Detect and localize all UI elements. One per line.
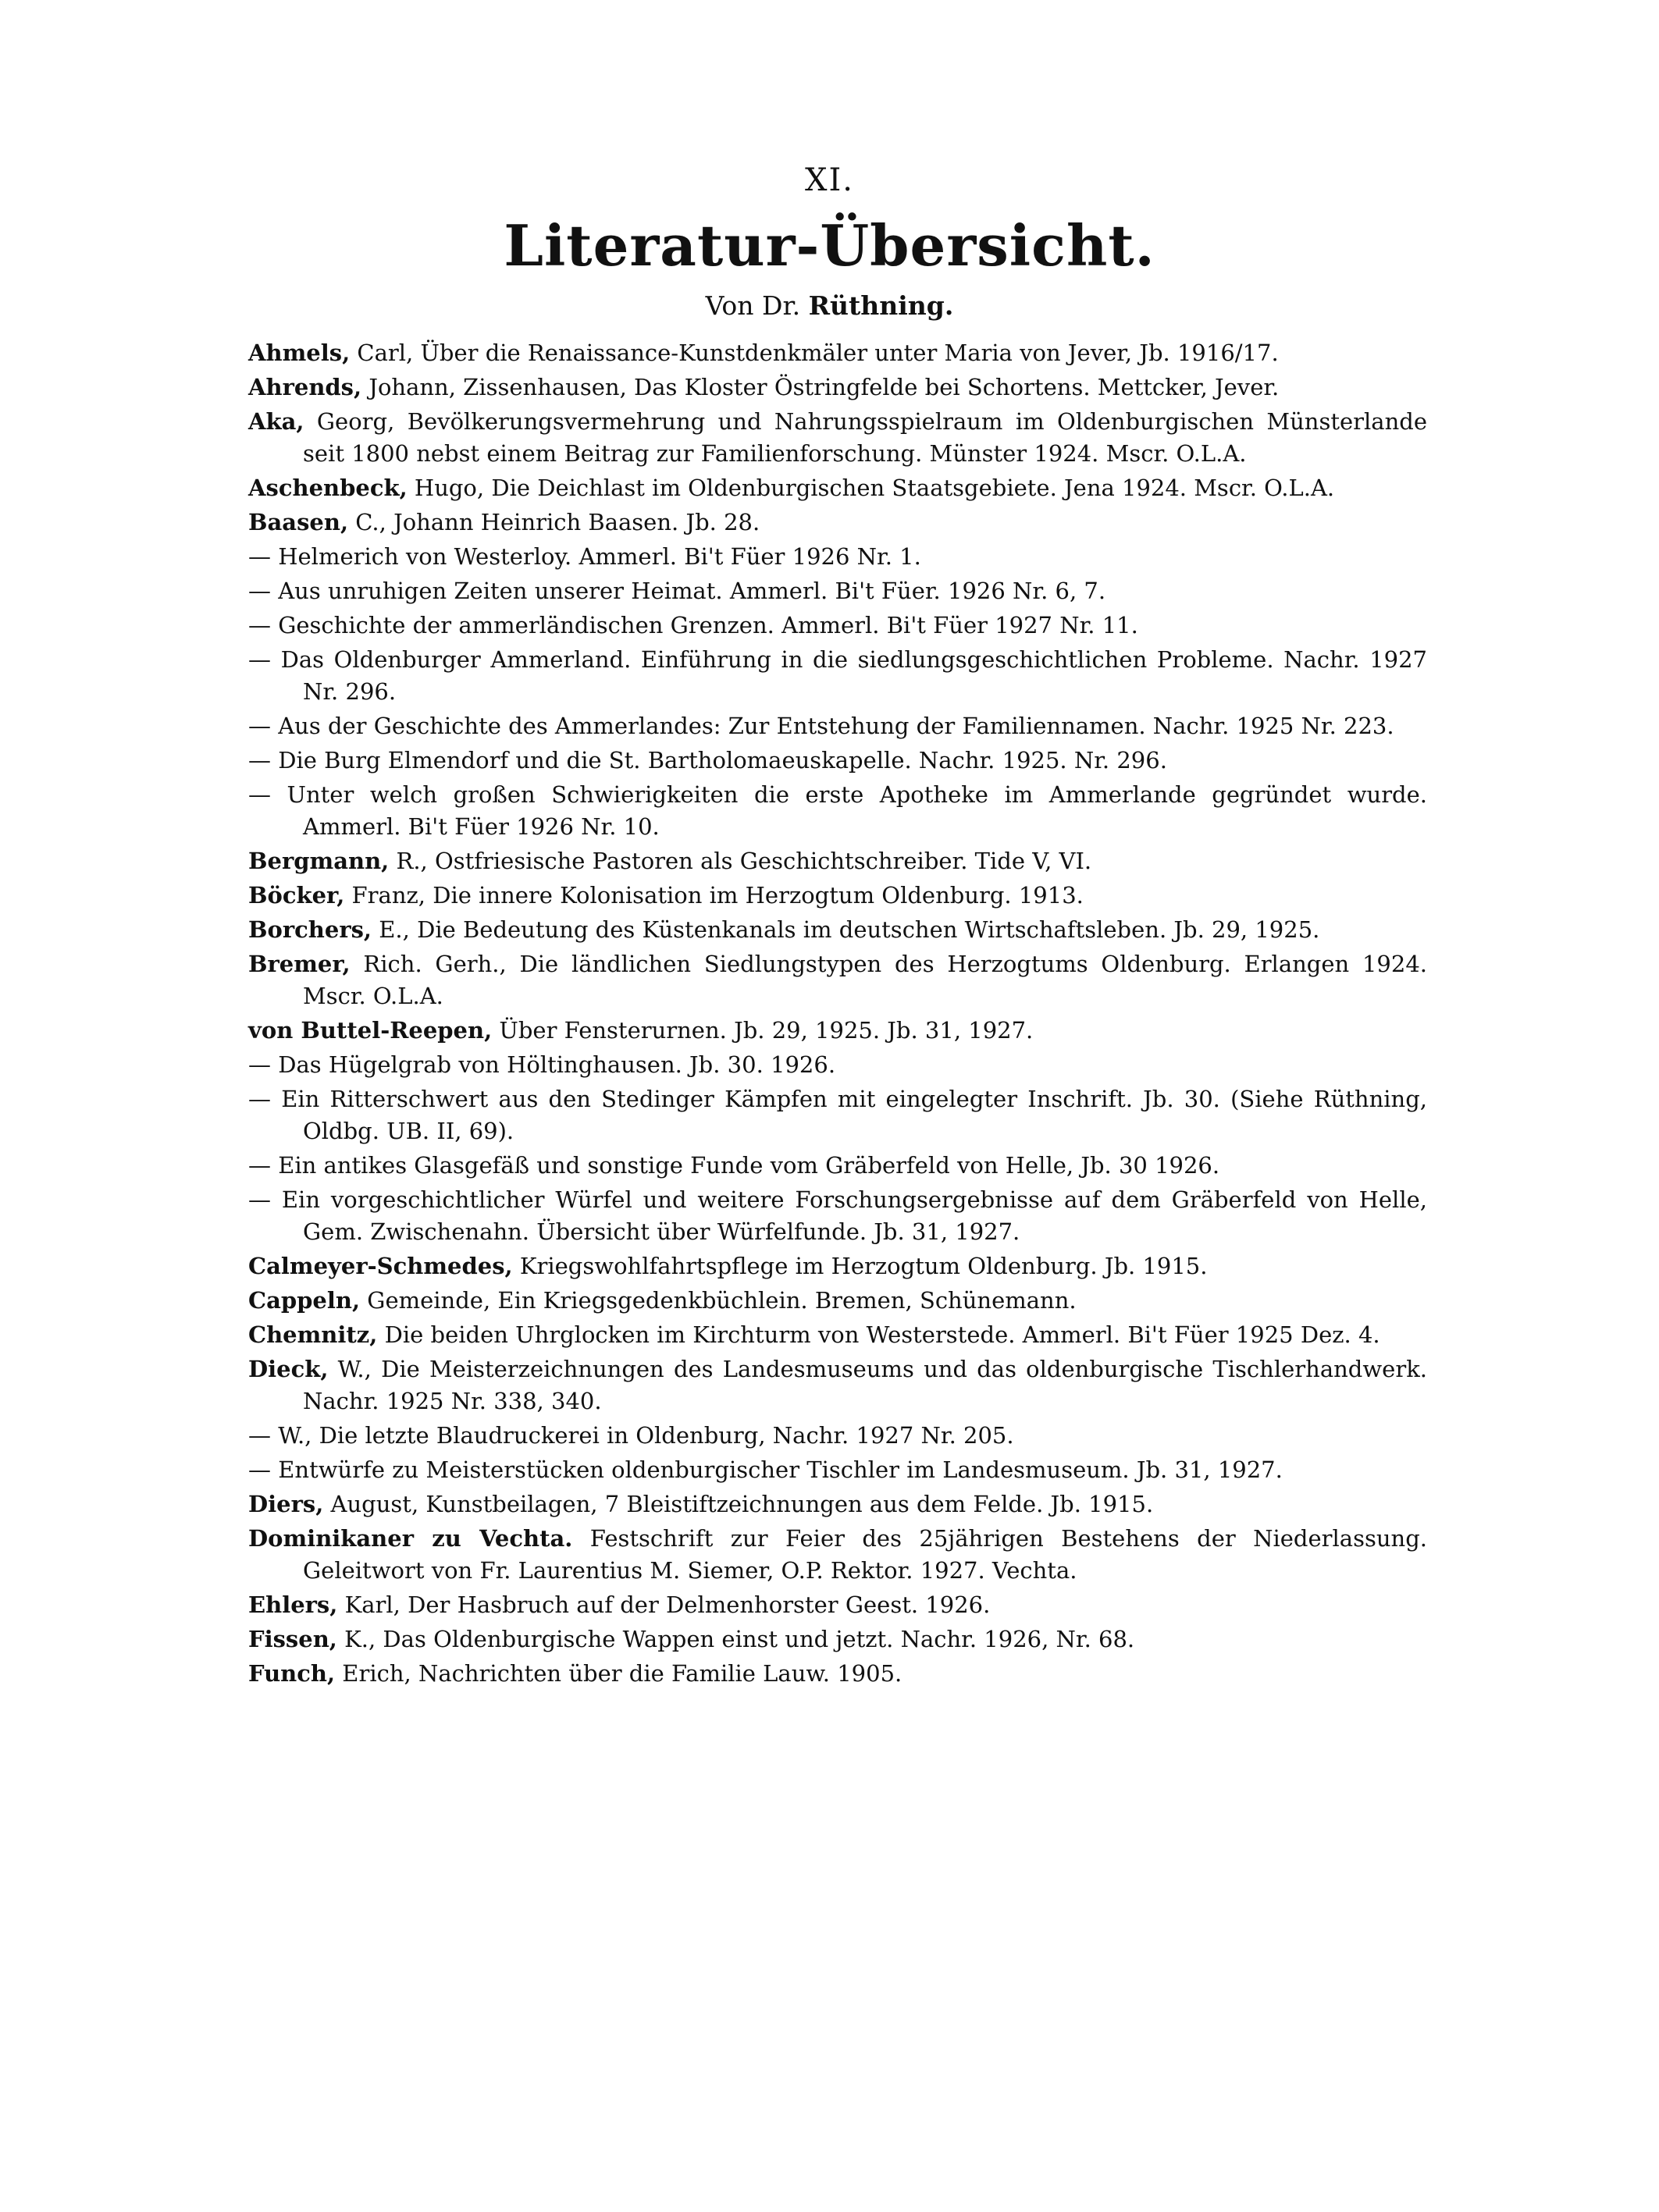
bibliography-entry	[248, 1015, 1427, 1047]
entry-author: Borchers,	[248, 916, 372, 943]
entry-text: Festschrift zur Feier des 25jährigen Bestehens der Niederlassung. Geleitwort von Fr. Laurentius M. Siemer, O.P. Rektor. 1927. Vechta.	[303, 1525, 1427, 1584]
entry-text: E., Die Bedeutung des Küstenkanals im deutschen Wirtschaftsleben. Jb. 29, 1925.	[372, 916, 1320, 943]
entry-text: — Das Hügelgrab von Höltinghausen. Jb. 30. 1926.	[248, 1051, 836, 1078]
entry-text: Karl, Der Hasbruch auf der Delmenhorster Geest. 1926.	[337, 1591, 991, 1618]
bibliography-entry	[248, 1250, 1427, 1282]
entry-author: Böcker,	[248, 882, 345, 909]
entry-text: W., Die Meisterzeichnungen des Landesmuseums und das oldenburgische Tischlerhandwerk. Nachr. 1925 Nr. 338, 340.	[303, 1356, 1427, 1414]
bibliography-entry	[248, 745, 1427, 777]
entry-text: Kriegswohlfahrtspflege im Herzogtum Oldenburg. Jb. 1915.	[512, 1253, 1208, 1279]
byline-prefix: Von Dr.	[705, 290, 801, 321]
bibliography-entry	[248, 1083, 1427, 1147]
entry-text: Carl, Über die Renaissance-Kunstdenkmäler unter Maria von Jever, Jb. 1916/17.	[350, 340, 1279, 366]
entry-text: — W., Die letzte Blaudruckerei in Oldenburg, Nachr. 1927 Nr. 205.	[248, 1422, 1014, 1449]
bibliography-entry	[248, 1623, 1427, 1655]
entry-author: Chemnitz,	[248, 1321, 378, 1348]
entry-author: Dieck,	[248, 1356, 329, 1382]
entry-text: Rich. Gerh., Die ländlichen Siedlungstypen des Herzogtums Oldenburg. Erlangen 1924. Mscr. O.L.A.	[303, 951, 1427, 1009]
entry-text: Johann, Zissenhausen, Das Kloster Östringfelde bei Schortens. Mettcker, Jever.	[361, 374, 1280, 400]
entry-author: Aschenbeck,	[248, 475, 408, 501]
entry-text: — Geschichte der ammerländischen Grenzen. Ammerl. Bi't Füer 1927 Nr. 11.	[248, 612, 1138, 638]
bibliography-entry	[248, 1589, 1427, 1621]
entry-text: — Aus der Geschichte des Ammerlandes: Zur Entstehung der Familiennamen. Nachr. 1925 Nr. 223.	[248, 713, 1394, 739]
chapter-number: XI.	[805, 162, 854, 198]
entry-text: Die beiden Uhrglocken im Kirchturm von Westerstede. Ammerl. Bi't Füer 1925 Dez. 4.	[377, 1321, 1380, 1348]
entry-author: Calmeyer-Schmedes,	[248, 1253, 513, 1279]
entry-text: R., Ostfriesische Pastoren als Geschichtschreiber. Tide V, VI.	[389, 848, 1092, 874]
bibliography-entry	[248, 1150, 1427, 1182]
entry-author: Funch,	[248, 1660, 336, 1687]
byline-author: Rüthning.	[808, 290, 954, 321]
bibliography-entry	[248, 845, 1427, 877]
bibliography-entry	[248, 507, 1427, 539]
entry-text: August, Kunstbeilagen, 7 Bleistiftzeichnungen aus dem Felde. Jb. 1915.	[323, 1491, 1154, 1517]
bibliography-entry	[248, 644, 1427, 708]
bibliography-list	[248, 337, 1427, 1692]
bibliography-entry	[248, 1049, 1427, 1081]
entry-author: Ahrends,	[248, 374, 362, 400]
bibliography-entry	[248, 1523, 1427, 1587]
byline	[0, 290, 1659, 321]
entry-text: Gemeinde, Ein Kriegsgedenkbüchlein. Bremen, Schünemann.	[360, 1287, 1077, 1314]
entry-text: — Das Oldenburger Ammerland. Einführung in die siedlungsgeschichtlichen Probleme. Nachr. 1927 Nr. 296.	[248, 646, 1427, 705]
bibliography-entry	[248, 337, 1427, 369]
entry-text: — Ein Ritterschwert aus den Stedinger Kämpfen mit eingelegter Inschrift. Jb. 30. (Siehe Rüthning, Oldbg. UB. II, 69).	[248, 1086, 1427, 1144]
entry-author: Ahmels,	[248, 340, 351, 366]
entry-text: Erich, Nachrichten über die Familie Lauw. 1905.	[335, 1660, 902, 1687]
bibliography-entry	[248, 1184, 1427, 1248]
entry-text: — Helmerich von Westerloy. Ammerl. Bi't Füer 1926 Nr. 1.	[248, 543, 921, 570]
bibliography-entry	[248, 1285, 1427, 1317]
entry-author: Aka,	[248, 408, 304, 435]
entry-text: — Ein vorgeschichtlicher Würfel und weitere Forschungsergebnisse auf dem Gräberfeld von Helle, Gem. Zwischenahn. Übersicht über Würfelfunde. Jb. 31, 1927.	[248, 1186, 1427, 1245]
entry-text: — Unter welch großen Schwierigkeiten die erste Apotheke im Ammerlande gegründet wurde. Ammerl. Bi't Füer 1926 Nr. 10.	[248, 781, 1427, 840]
entry-author: Ehlers,	[248, 1591, 338, 1618]
bibliography-entry	[248, 914, 1427, 946]
bibliography-entry	[248, 372, 1427, 404]
entry-text: — Aus unruhigen Zeiten unserer Heimat. Ammerl. Bi't Füer. 1926 Nr. 6, 7.	[248, 578, 1106, 604]
page-title: Literatur-Übersicht.	[504, 212, 1155, 279]
entry-text: K., Das Oldenburgische Wappen einst und jetzt. Nachr. 1926, Nr. 68.	[336, 1626, 1135, 1652]
bibliography-entry	[248, 472, 1427, 504]
entry-text: — Entwürfe zu Meisterstücken oldenburgischer Tischler im Landesmuseum. Jb. 31, 1927.	[248, 1456, 1283, 1483]
bibliography-entry	[248, 406, 1427, 470]
bibliography-entry	[248, 948, 1427, 1012]
bibliography-entry	[248, 710, 1427, 742]
bibliography-entry	[248, 1658, 1427, 1690]
bibliography-entry	[248, 1420, 1427, 1452]
entry-author: von Buttel-Reepen,	[248, 1017, 493, 1044]
entry-author: Cappeln,	[248, 1287, 361, 1314]
entry-author: Diers,	[248, 1491, 324, 1517]
bibliography-entry	[248, 880, 1427, 912]
bibliography-entry	[248, 779, 1427, 843]
entry-author: Bremer,	[248, 951, 351, 977]
bibliography-entry	[248, 1353, 1427, 1417]
entry-text: — Ein antikes Glasgefäß und sonstige Funde vom Gräberfeld von Helle, Jb. 30 1926.	[248, 1152, 1220, 1179]
entry-text: Georg, Bevölkerungsvermehrung und Nahrungsspielraum im Oldenburgischen Münsterlande seit 1800 nebst einem Beitrag zur Familienforschung. Münster 1924. Mscr. O.L.A.	[303, 408, 1427, 467]
entry-author: Baasen,	[248, 509, 349, 535]
entry-author: Dominikaner zu Vechta.	[248, 1525, 573, 1552]
entry-text: Franz, Die innere Kolonisation im Herzogtum Oldenburg. 1913.	[344, 882, 1084, 909]
entry-author: Fissen,	[248, 1626, 337, 1652]
bibliography-entry	[248, 541, 1427, 573]
entry-text: C., Johann Heinrich Baasen. Jb. 28.	[348, 509, 760, 535]
bibliography-entry	[248, 575, 1427, 607]
entry-text: — Die Burg Elmendorf und die St. Bartholomaeuskapelle. Nachr. 1925. Nr. 296.	[248, 747, 1167, 773]
bibliography-entry	[248, 1319, 1427, 1351]
bibliography-entry	[248, 1454, 1427, 1486]
entry-text: Hugo, Die Deichlast im Oldenburgischen Staatsgebiete. Jena 1924. Mscr. O.L.A.	[407, 475, 1335, 501]
bibliography-entry	[248, 1488, 1427, 1520]
entry-author: Bergmann,	[248, 848, 390, 874]
entry-text: Über Fensterurnen. Jb. 29, 1925. Jb. 31, 1927.	[492, 1017, 1034, 1044]
bibliography-entry	[248, 610, 1427, 642]
